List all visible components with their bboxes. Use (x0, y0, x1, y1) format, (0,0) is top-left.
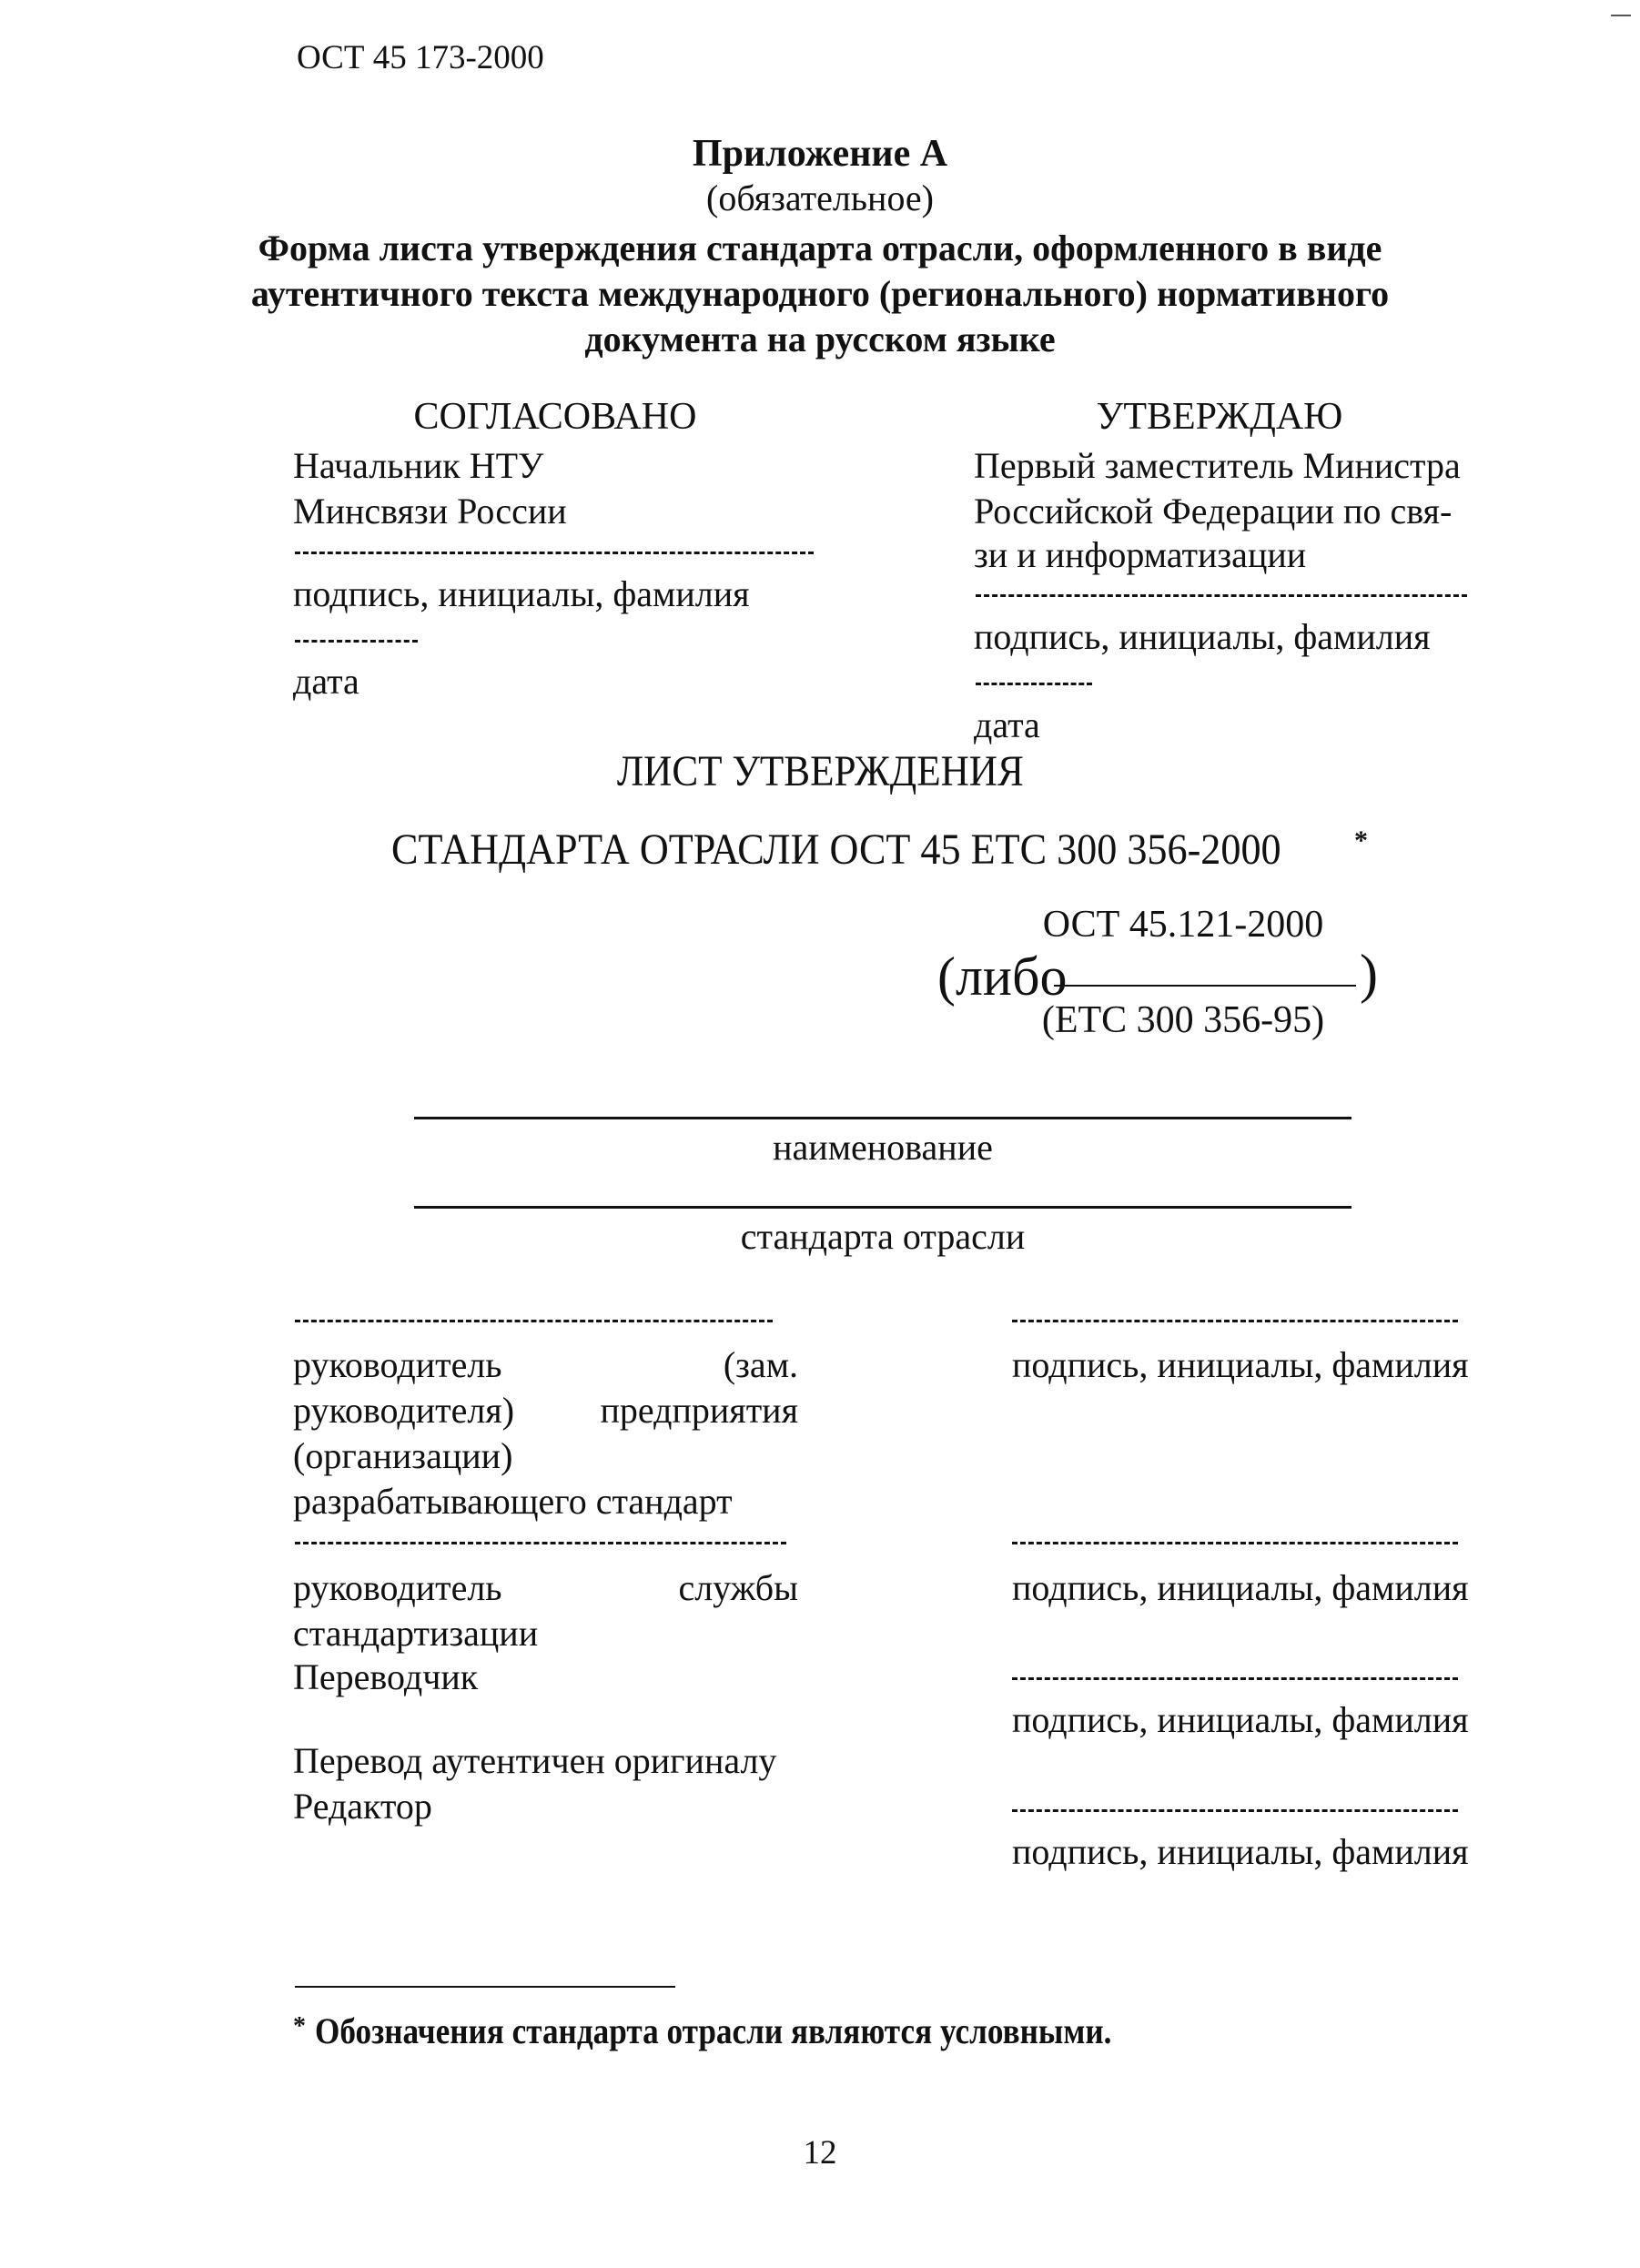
alt-denominator: (ЕТС 300 356-95) (1041, 999, 1325, 1041)
standard-line-footnote-marker: * (1354, 825, 1368, 856)
sig1-role-line (295, 1320, 773, 1322)
agreed-line-2: Минсвязи России (293, 491, 567, 532)
sig3-caption: подпись, инициалы, фамилия (1012, 1699, 1469, 1740)
page-number: 12 (803, 2134, 837, 2172)
approved-line-1: Первый заместитель Министра (974, 445, 1461, 486)
agreed-signature-line (295, 552, 814, 554)
agreed-date-line (295, 640, 418, 643)
sig1-role: руководитель (зам. руководителя) предприятия (организации) разрабатывающего стандарт (293, 1344, 798, 1522)
page-edge-mark (1611, 15, 1631, 16)
appendix-status: (обязательное) (706, 177, 934, 218)
sig1-caption: подпись, инициалы, фамилия (1012, 1344, 1469, 1385)
alt-open-paren: (либо (937, 947, 1068, 1007)
name-line (414, 1117, 1351, 1119)
sig2-signature-line (1012, 1542, 1458, 1544)
alt-close-paren: ) (1360, 944, 1378, 1004)
agreed-date-caption: дата (293, 661, 359, 702)
sig2-role: руководитель службы стандартизации (293, 1567, 798, 1654)
sig4-role2: Редактор (293, 1786, 432, 1827)
appendix-title: Приложение А (692, 133, 948, 175)
sig1-signature-line (1012, 1320, 1458, 1322)
footnote-rule (295, 1986, 675, 1988)
sheet-title (0, 744, 1640, 799)
sig2-caption: подпись, инициалы, фамилия (1012, 1567, 1469, 1608)
standard-name-line (414, 1206, 1351, 1209)
footnote-text: Обозначения стандарта отрасли являются условными. (315, 2010, 1112, 2051)
sig3-role: Переводчик (293, 1656, 479, 1697)
footnote-marker: * (293, 2012, 306, 2040)
approved-line-2: Российской Федерации по свя- (974, 491, 1453, 532)
form-title-line-2: аутентичного текста международного (регионального) нормативного (250, 273, 1390, 314)
agreed-signature-caption: подпись, инициалы, фамилия (293, 573, 750, 614)
approved-line-3: зи и информатизации (974, 534, 1307, 575)
form-title-line-3: документа на русском языке (584, 319, 1056, 359)
approved-signature-caption: подпись, инициалы, фамилия (974, 616, 1431, 657)
form-title-line-1: Форма листа утверждения стандарта отрасли, оформленного в виде (258, 228, 1382, 268)
standard-line-text: СТАНДАРТА ОТРАСЛИ ОСТ 45 ЕТС 300 356-2000 (391, 825, 1281, 874)
sig3-signature-line (1012, 1677, 1458, 1680)
sig4-signature-line (1012, 1809, 1458, 1812)
standard-caption: стандарта отрасли (740, 1216, 1026, 1257)
alt-numerator: ОСТ 45.121-2000 (1042, 904, 1324, 946)
name-caption: наименование (773, 1127, 993, 1168)
approved-date-line (976, 683, 1092, 685)
sig4-role: Перевод аутентичен оригиналу (293, 1740, 777, 1781)
document-code: ОСТ 45 173-2000 (297, 39, 544, 76)
sig2-role-line (295, 1542, 786, 1544)
footnote (293, 2004, 1220, 2054)
approved-heading: УТВЕРЖДАЮ (1096, 396, 1343, 438)
alt-fraction-bar (1054, 985, 1356, 987)
approved-signature-line (976, 594, 1467, 597)
sig4-caption: подпись, инициалы, фамилия (1012, 1831, 1469, 1872)
agreed-line-1: Начальник НТУ (293, 445, 544, 486)
approved-date-caption: дата (974, 704, 1040, 745)
agreed-heading: СОГЛАСОВАНО (413, 396, 697, 438)
standard-line (391, 823, 1368, 877)
sheet-title-text: ЛИСТ УТВЕРЖДЕНИЯ (616, 747, 1024, 795)
